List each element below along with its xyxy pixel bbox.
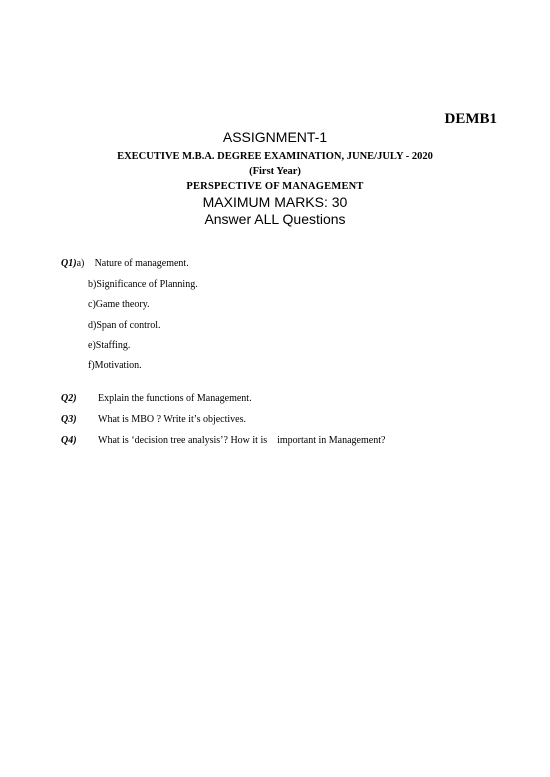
exam-title: EXECUTIVE M.B.A. DEGREE EXAMINATION, JUNE/JULY - 2020 (117, 151, 433, 162)
course-code: DEMB1 (444, 111, 497, 127)
question-text: What is ‘decision tree analysis’? How it is important in Management? (98, 435, 386, 446)
question-4 (61, 435, 385, 446)
question-1-part-f (88, 360, 142, 371)
part-text: Nature of management. (94, 258, 189, 269)
question-number: Q3) (61, 414, 77, 425)
question-1-part-b (88, 279, 198, 290)
part-text: Significance of Planning. (96, 279, 198, 290)
question-text: What is MBO ? Write it’s objectives. (98, 414, 246, 425)
question-number: Q1) (61, 258, 77, 269)
question-number: Q2) (61, 393, 77, 404)
question-1-part-a (61, 258, 189, 269)
question-1-part-c (88, 299, 150, 310)
part-label: f) (88, 360, 95, 371)
part-label: c) (88, 299, 96, 310)
assignment-title: ASSIGNMENT-1 (222, 129, 328, 145)
part-label: d) (88, 320, 97, 331)
instruction: Answer ALL Questions (204, 211, 346, 227)
part-text: Motivation. (94, 360, 142, 371)
part-text: Staffing. (95, 340, 131, 351)
question-1-part-e (88, 340, 130, 351)
part-label: b) (88, 279, 97, 290)
question-3 (61, 414, 246, 425)
subject-title: PERSPECTIVE OF MANAGEMENT (186, 181, 364, 192)
part-label: a) (76, 258, 85, 269)
question-2 (61, 393, 252, 404)
part-label: e) (88, 340, 96, 351)
part-text: Game theory. (95, 299, 150, 310)
question-number: Q4) (61, 435, 77, 446)
year-label: (First Year) (249, 166, 301, 177)
max-marks: MAXIMUM MARKS: 30 (202, 194, 348, 210)
part-text: Span of control. (96, 320, 161, 331)
question-1-part-d (88, 320, 161, 331)
question-text: Explain the functions of Management. (98, 393, 252, 404)
